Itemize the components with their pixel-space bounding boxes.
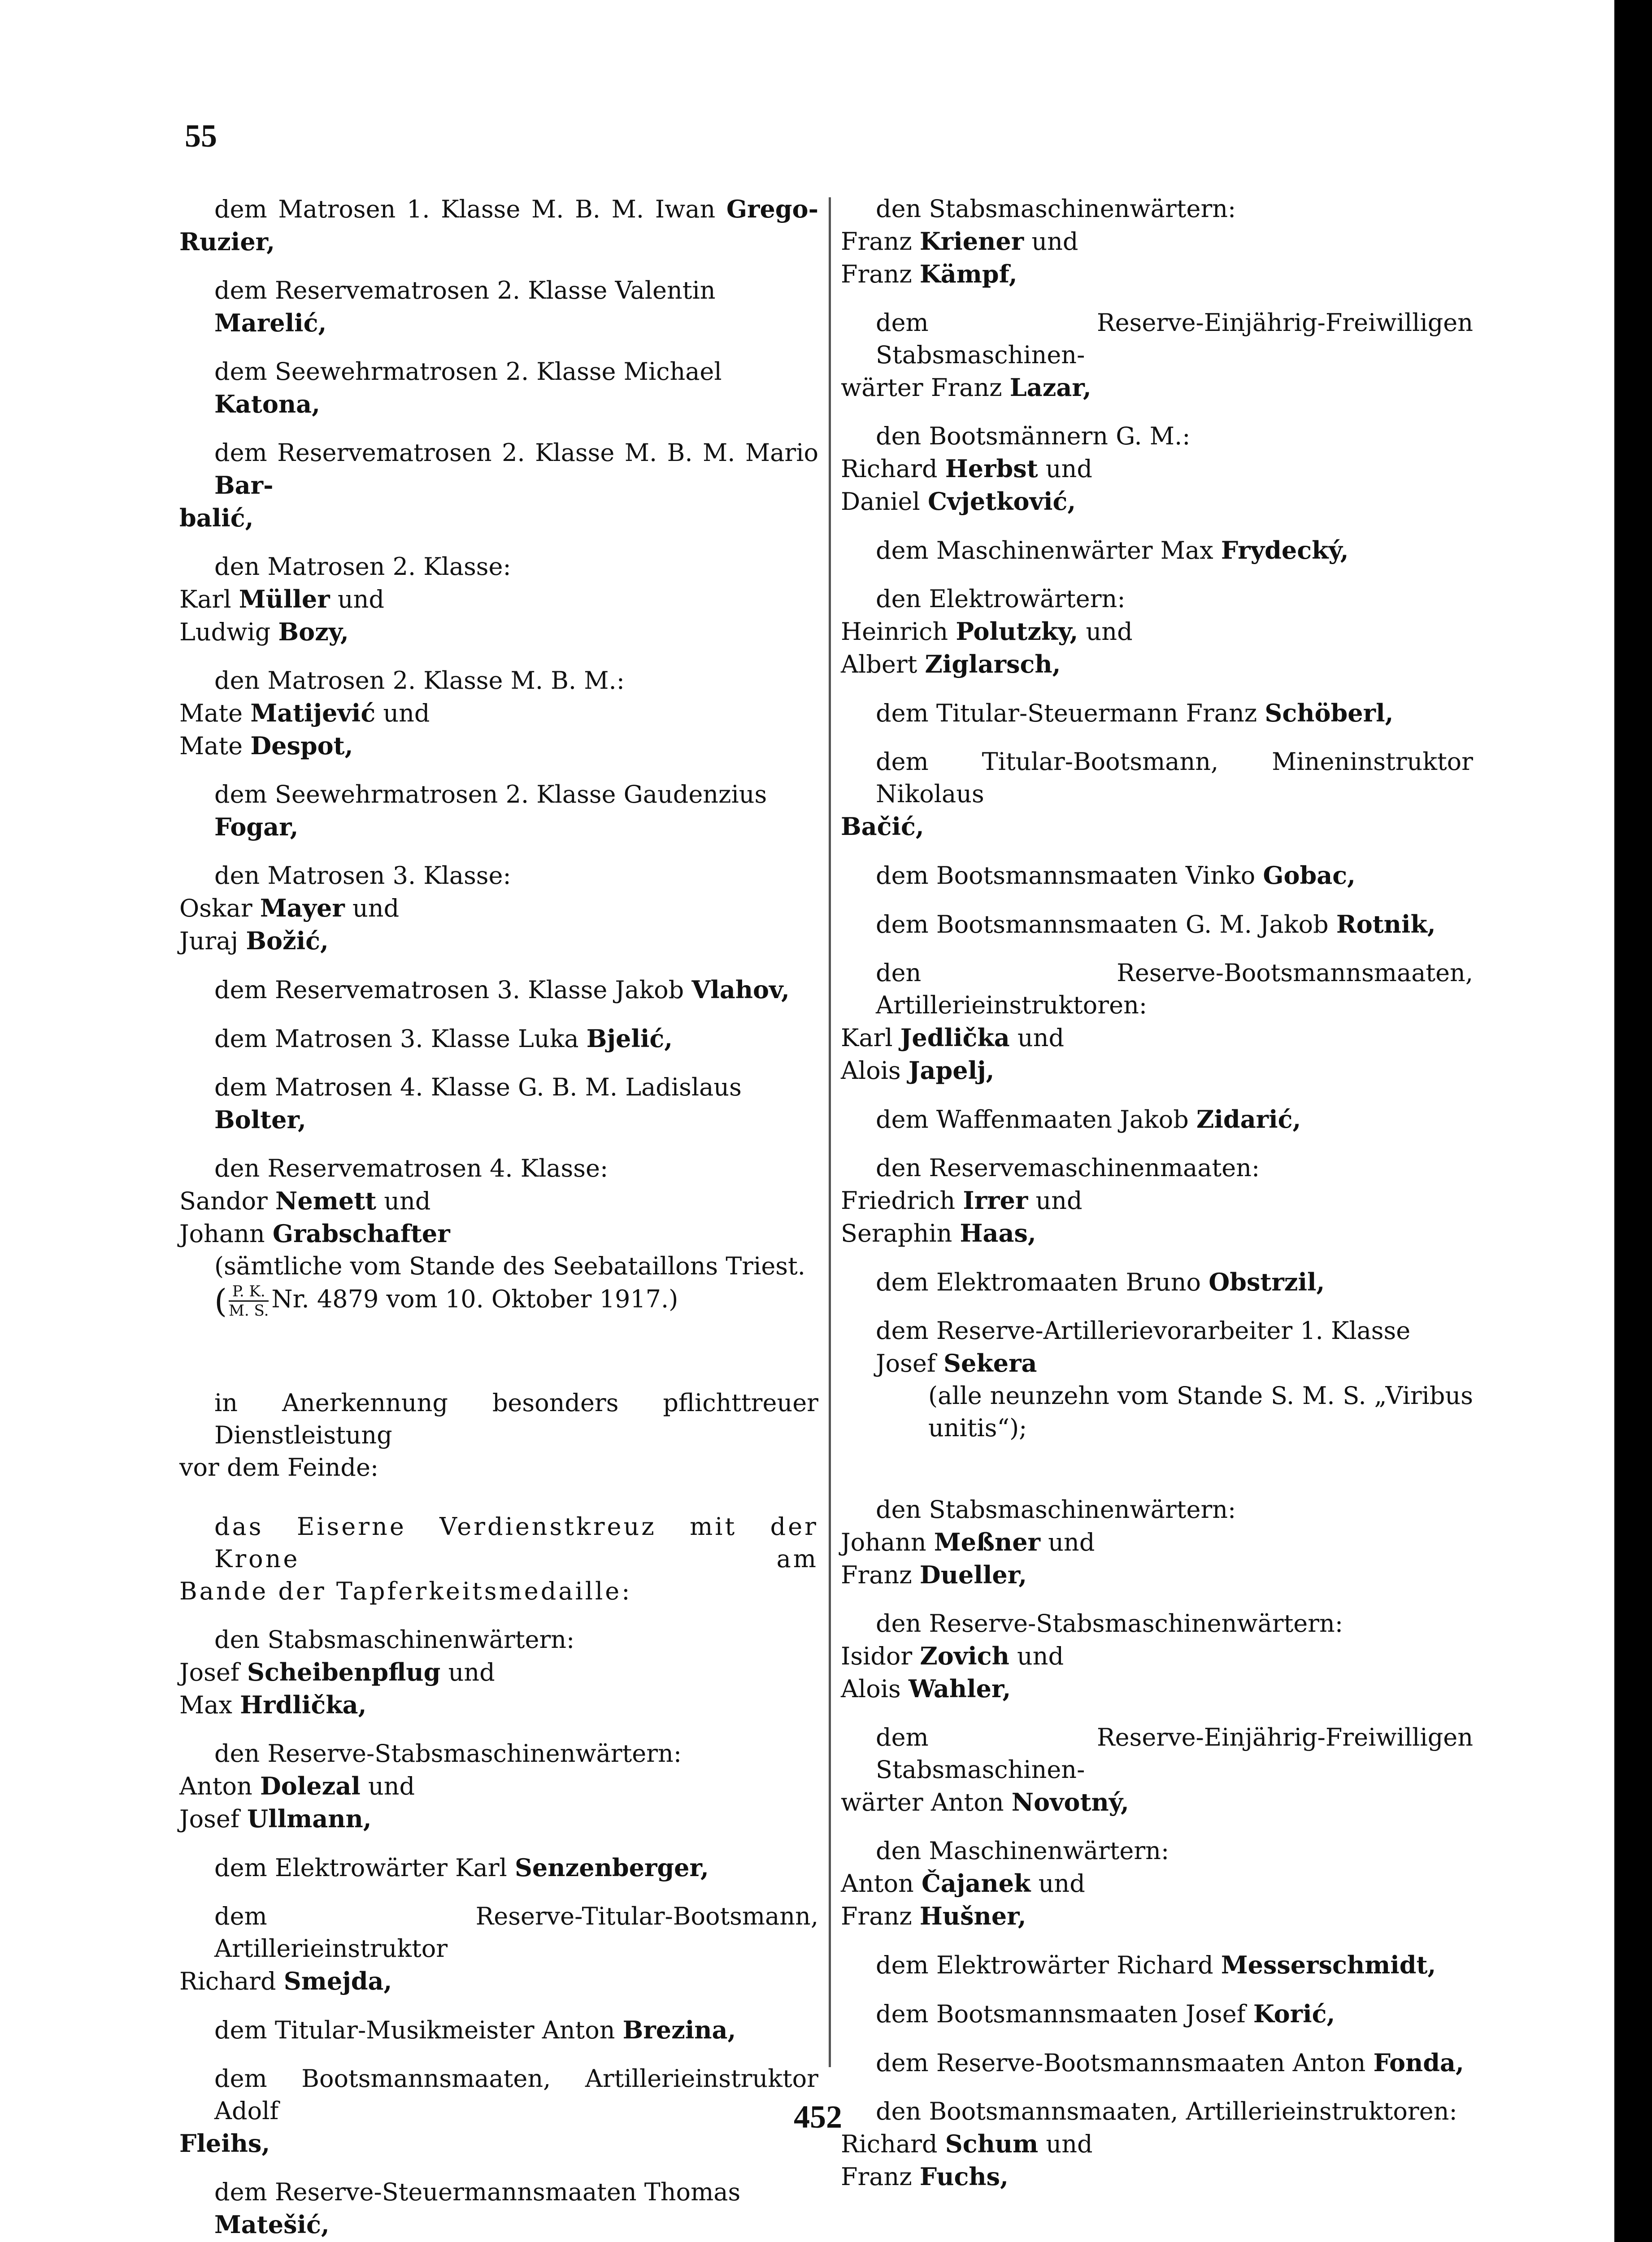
entry-line <box>179 778 818 843</box>
entry-line <box>179 2014 818 2046</box>
recipient-name: Bozy, <box>278 617 349 646</box>
entry-text: dem Maschinenwärter Max <box>876 536 1221 565</box>
entry-text: Daniel <box>841 487 928 516</box>
entry-text: Richard <box>841 455 945 483</box>
recipient-name: Brezina, <box>622 2016 736 2044</box>
entry-line: dem Titular-Bootsmann, Mineninstruktor Nikolaus <box>876 747 1473 808</box>
recipient-name: Hrdlička, <box>240 1690 367 1719</box>
entry-text: Mate <box>179 732 251 760</box>
recipient-name: Wahler, <box>908 1674 1011 1703</box>
recipient-name: Grabschafter <box>272 1219 450 1248</box>
entry-text: und <box>1038 455 1092 483</box>
entry-line <box>841 1315 1473 1380</box>
entry-text: dem Matrosen 3. Klasse Luka <box>214 1025 587 1053</box>
entry-line <box>179 697 818 730</box>
recipient-name: Senzenberger, <box>514 1853 709 1882</box>
entry-line <box>841 1184 1473 1217</box>
entry-text: dem Reserve-Steuermannsmaaten Thomas <box>214 2178 741 2206</box>
recipient-name: Dueller, <box>919 1560 1027 1589</box>
entry-line <box>179 1217 818 1250</box>
recipient-name: Herbst <box>945 454 1038 483</box>
entry-text: Juraj <box>179 927 246 955</box>
entry-text: Ludwig <box>179 618 278 646</box>
recipient-name: Bar- <box>214 471 274 500</box>
entry-text: dem Seewehrmatrosen 2. Klasse Gaudenzius <box>214 780 767 808</box>
recipient-name: Kriener <box>919 227 1024 256</box>
group-heading: den Matrosen 2. Klasse: <box>214 552 511 581</box>
recipient-name: Nemett <box>275 1186 377 1215</box>
group-heading: den Stabsmaschinenwärtern: <box>876 195 1236 223</box>
recipient-name: Katona, <box>214 390 320 418</box>
recipient-name: Meßner <box>934 1528 1041 1556</box>
entry-line <box>179 892 818 925</box>
section-intro: vor dem Feinde: <box>179 1453 379 1482</box>
entry-text: Josef <box>179 1658 247 1686</box>
entry-text: und <box>330 585 384 613</box>
entry-line <box>841 485 1473 518</box>
entry-text: und <box>1009 1024 1065 1052</box>
entry-text: Sandor <box>179 1187 276 1215</box>
recipient-name: Jedlička <box>900 1023 1010 1052</box>
entry-line <box>179 356 818 421</box>
group-heading: den Stabsmaschinenwärtern: <box>876 1495 1236 1524</box>
entry-line <box>841 2160 1473 2193</box>
entry-line <box>841 697 1473 730</box>
recipient-name: Scheibenpflug <box>247 1658 441 1686</box>
recipient-name: Irrer <box>963 1186 1028 1215</box>
recipient-name: Kämpf, <box>919 260 1017 288</box>
entry-line <box>841 1526 1473 1559</box>
group-heading: den Stabsmaschinenwärtern: <box>214 1625 575 1654</box>
entry-line <box>179 583 818 616</box>
entry-text: Alois <box>841 1675 909 1703</box>
recipient-name: Müller <box>239 585 330 613</box>
entry-text: dem Matrosen 1. Klasse M. B. M. Iwan <box>214 195 726 223</box>
entry-text: Johann <box>841 1528 934 1556</box>
entry-line <box>841 2128 1473 2160</box>
entry-line <box>841 859 1473 892</box>
entry-text: Franz <box>841 2163 920 2191</box>
entry-text: Richard <box>841 2130 945 2158</box>
entry-line <box>841 258 1473 291</box>
entry-text: Richard <box>179 1967 284 1995</box>
recipient-name: Matijević <box>250 699 376 727</box>
entry-line <box>841 2046 1473 2079</box>
entry-line <box>179 2176 818 2241</box>
entry-text: dem Matrosen 4. Klasse G. B. M. Ladislaus <box>214 1073 742 1101</box>
entry-text: und <box>1040 1528 1095 1556</box>
column-divider <box>829 197 831 2067</box>
recipient-name: Matešić, <box>214 2210 330 2239</box>
entry-line <box>179 1851 818 1884</box>
entry-text: und <box>1009 1642 1064 1670</box>
recipient-name: Fogar, <box>214 813 299 841</box>
entry-text: und <box>375 699 430 727</box>
recipient-name: Božić, <box>246 926 329 955</box>
entry-text: Friedrich <box>841 1186 963 1215</box>
entry-line <box>841 534 1473 567</box>
recipient-name: Messerschmidt, <box>1221 1951 1436 1979</box>
recipient-name: balić, <box>179 504 254 532</box>
entry-text: Franz <box>841 1902 920 1930</box>
entry-line <box>179 1965 818 1998</box>
recipient-name: Obstrzil, <box>1209 1268 1325 1296</box>
entry-text: und <box>1024 227 1078 256</box>
left-column <box>179 193 818 2242</box>
entry-line <box>179 502 818 534</box>
recipient-name: Čajanek <box>921 1869 1031 1898</box>
recipient-name: Despot, <box>250 731 353 760</box>
entry-line <box>841 1640 1473 1673</box>
recipient-name: Schöberl, <box>1265 699 1394 727</box>
entry-text: und <box>440 1658 495 1686</box>
recipient-name: Bačić, <box>841 812 924 841</box>
group-heading: den Reserve-Bootsmannsmaaten, Artillerieinstruktoren: <box>876 959 1473 1019</box>
reference-fraction <box>229 1282 269 1320</box>
recipient-name: Dolezal <box>260 1772 361 1800</box>
entry-line <box>179 925 818 957</box>
entry-line: dem Reserve-Titular-Bootsmann, Artillerieinstruktor <box>214 1902 818 1963</box>
entry-line: dem Reserve-Einjährig-Freiwilligen Stabsmaschinen- <box>876 1723 1473 1784</box>
entry-text: dem Titular-Steuermann Franz <box>876 699 1265 727</box>
page-number: 55 <box>185 118 217 154</box>
recipient-name: Fuchs, <box>919 2162 1009 2191</box>
entry-text: Johann <box>179 1220 273 1248</box>
entry-line <box>841 452 1473 485</box>
entry-line <box>179 1689 818 1721</box>
entry-text: und <box>344 894 400 922</box>
unit-note: unitis“); <box>928 1414 1027 1442</box>
entry-line <box>841 648 1473 681</box>
recipient-name: Novotný, <box>1011 1788 1129 1816</box>
group-heading: den Reservematrosen 4. Klasse: <box>214 1154 609 1182</box>
decoration-title: das Eiserne Verdienstkreuz mit der Krone am <box>214 1512 818 1573</box>
entry-line <box>841 1900 1473 1933</box>
recipient-name: Gobac, <box>1263 861 1356 890</box>
entry-line <box>179 437 818 502</box>
order-reference <box>179 1282 818 1320</box>
recipient-name: Marelić, <box>214 308 327 337</box>
entry-text: dem Seewehrmatrosen 2. Klasse Michael <box>214 357 722 386</box>
entry-line <box>841 1673 1473 1705</box>
entry-text: dem Reservematrosen 2. Klasse M. B. M. Mario <box>214 439 818 467</box>
recipient-name: Mayer <box>260 894 345 922</box>
entry-text: und <box>360 1772 415 1800</box>
entry-text: Karl <box>841 1024 900 1052</box>
unit-note: (alle neunzehn vom Stande S. M. S. „Viribus <box>928 1382 1473 1410</box>
entry-text: Franz <box>841 227 920 256</box>
entry-line <box>179 1022 818 1055</box>
group-heading: den Matrosen 3. Klasse: <box>214 861 511 890</box>
recipient-name: Zovich <box>920 1642 1009 1670</box>
entry-text: dem Waffenmaaten Jakob <box>876 1105 1196 1134</box>
recipient-name: Bolter, <box>214 1105 306 1134</box>
entry-text: Mate <box>179 699 251 727</box>
entry-line <box>841 1949 1473 1981</box>
entry-text: Seraphin <box>841 1219 960 1247</box>
recipient-name: Ullmann, <box>247 1804 372 1833</box>
entry-line <box>841 1103 1473 1136</box>
recipient-name: Cvjetković, <box>927 487 1076 516</box>
entry-text: dem Bootsmannsmaaten Josef <box>876 2000 1253 2028</box>
recipient-name: Japelj, <box>908 1056 995 1085</box>
entry-text: dem Titular-Musikmeister Anton <box>214 2016 623 2044</box>
recipient-name: Sekera <box>943 1349 1037 1377</box>
recipient-name: Schum <box>945 2129 1039 2158</box>
entry-text: und <box>1038 2130 1093 2158</box>
entry-line <box>841 1054 1473 1087</box>
entry-line <box>179 730 818 762</box>
entry-line <box>179 193 818 226</box>
entry-text: Anton <box>841 1869 922 1898</box>
entry-line <box>841 1021 1473 1054</box>
entry-text: Albert <box>841 650 925 678</box>
entry-text: Alois <box>841 1056 909 1085</box>
group-heading: den Bootsmannsmaaten, Artillerieinstruktoren: <box>876 2097 1457 2125</box>
entry-text: wärter Franz <box>841 374 1010 402</box>
entry-line <box>841 1266 1473 1299</box>
entry-text: Josef <box>179 1805 247 1833</box>
entry-text: und <box>1078 617 1133 646</box>
entry-line <box>841 1786 1473 1819</box>
entry-text: dem Reserve-Artillerievorarbeiter 1. Klasse Josef <box>876 1317 1411 1377</box>
entry-text: dem Reservematrosen 3. Klasse Jakob <box>214 976 692 1004</box>
entry-line: dem Bootsmannsmaaten, Artillerieinstruktor Adolf <box>214 2064 818 2125</box>
recipient-name: Bjelić, <box>586 1024 673 1053</box>
entry-line <box>179 226 818 258</box>
entry-text: Franz <box>841 1561 920 1589</box>
recipient-name: Hušner, <box>919 1902 1026 1930</box>
recipient-name: Vlahov, <box>691 975 790 1004</box>
recipient-name: Polutzky, <box>956 617 1078 646</box>
entry-line <box>841 1867 1473 1900</box>
recipient-name: Ruzier, <box>179 227 275 256</box>
recipient-name: Haas, <box>960 1219 1036 1247</box>
entry-text: und <box>1030 1869 1085 1898</box>
recipient-name: Frydecký, <box>1221 536 1349 565</box>
entry-line <box>841 225 1473 258</box>
entry-line: dem Reserve-Einjährig-Freiwilligen Stabsmaschinen- <box>876 308 1473 369</box>
fraction-denominator: M. S. <box>229 1302 269 1320</box>
entry-line <box>841 908 1473 941</box>
entry-line <box>179 2127 818 2160</box>
entry-text: dem Bootsmannsmaaten Vinko <box>876 861 1263 890</box>
folio-number: 452 <box>794 2099 842 2135</box>
recipient-name: Smejda, <box>283 1967 392 1995</box>
entry-text: wärter Anton <box>841 1788 1012 1816</box>
entry-line <box>179 1803 818 1835</box>
entry-text: dem Elektrowärter Richard <box>876 1951 1221 1979</box>
entry-text: dem Reserve-Bootsmannsmaaten Anton <box>876 2049 1374 2077</box>
entry-text: dem Elektrowärter Karl <box>214 1854 515 1882</box>
entry-line <box>179 1071 818 1136</box>
entry-line <box>841 1217 1473 1250</box>
entry-text: dem Bootsmannsmaaten G. M. Jakob <box>876 910 1336 939</box>
group-heading: den Maschinenwärtern: <box>876 1837 1169 1865</box>
recipient-name: Grego- <box>726 195 818 223</box>
open-paren: ( <box>214 1282 227 1320</box>
entry-line <box>179 1656 818 1689</box>
entry-text: und <box>376 1187 431 1215</box>
section-intro: in Anerkennung besonders pflichttreuer Dienstleistung <box>214 1389 818 1449</box>
order-number: Nr. 4879 vom 10. Oktober 1917.) <box>271 1285 678 1313</box>
group-heading: den Elektrowärtern: <box>876 585 1126 613</box>
entry-line <box>841 371 1473 404</box>
recipient-name: Korić, <box>1253 1999 1335 2028</box>
entry-text: Heinrich <box>841 617 956 646</box>
unit-note: (sämtliche vom Stande des Seebataillons Triest. <box>214 1252 805 1280</box>
entry-line <box>179 1185 818 1217</box>
entry-text: Karl <box>179 585 239 613</box>
entry-text: Oskar <box>179 894 260 922</box>
group-heading: den Reservemaschinenmaaten: <box>876 1154 1260 1182</box>
entry-line <box>179 1770 818 1803</box>
entry-line <box>179 973 818 1006</box>
decoration-title: Bande der Tapferkeitsmedaille: <box>179 1577 632 1605</box>
entry-text: dem Reservematrosen 2. Klasse Valentin <box>214 276 716 304</box>
group-heading: den Reserve-Stabsmaschinenwärtern: <box>876 1609 1343 1638</box>
entry-text: Franz <box>841 260 920 288</box>
entry-line <box>179 616 818 648</box>
group-heading: den Reserve-Stabsmaschinenwärtern: <box>214 1739 682 1768</box>
recipient-name: Lazar, <box>1009 373 1091 402</box>
right-column <box>841 193 1473 2193</box>
group-heading: den Matrosen 2. Klasse M. B. M.: <box>214 666 625 695</box>
entry-text: dem Elektromaaten Bruno <box>876 1268 1209 1296</box>
entry-line <box>841 615 1473 648</box>
recipient-name: Fleihs, <box>179 2129 270 2158</box>
entry-text: Isidor <box>841 1642 920 1670</box>
entry-text: Max <box>179 1691 240 1719</box>
entry-text: und <box>1028 1186 1082 1215</box>
recipient-name: Ziglarsch, <box>925 650 1061 678</box>
recipient-name: Fonda, <box>1373 2048 1464 2077</box>
fraction-numerator: P. K. <box>229 1282 269 1302</box>
entry-line <box>179 274 818 339</box>
entry-text: Anton <box>179 1772 260 1800</box>
entry-line <box>841 810 1473 843</box>
group-heading: den Bootsmännern G. M.: <box>876 422 1191 450</box>
entry-line <box>841 1559 1473 1591</box>
recipient-name: Rotnik, <box>1336 910 1436 939</box>
recipient-name: Zidarić, <box>1196 1105 1301 1134</box>
entry-line <box>841 1998 1473 2030</box>
